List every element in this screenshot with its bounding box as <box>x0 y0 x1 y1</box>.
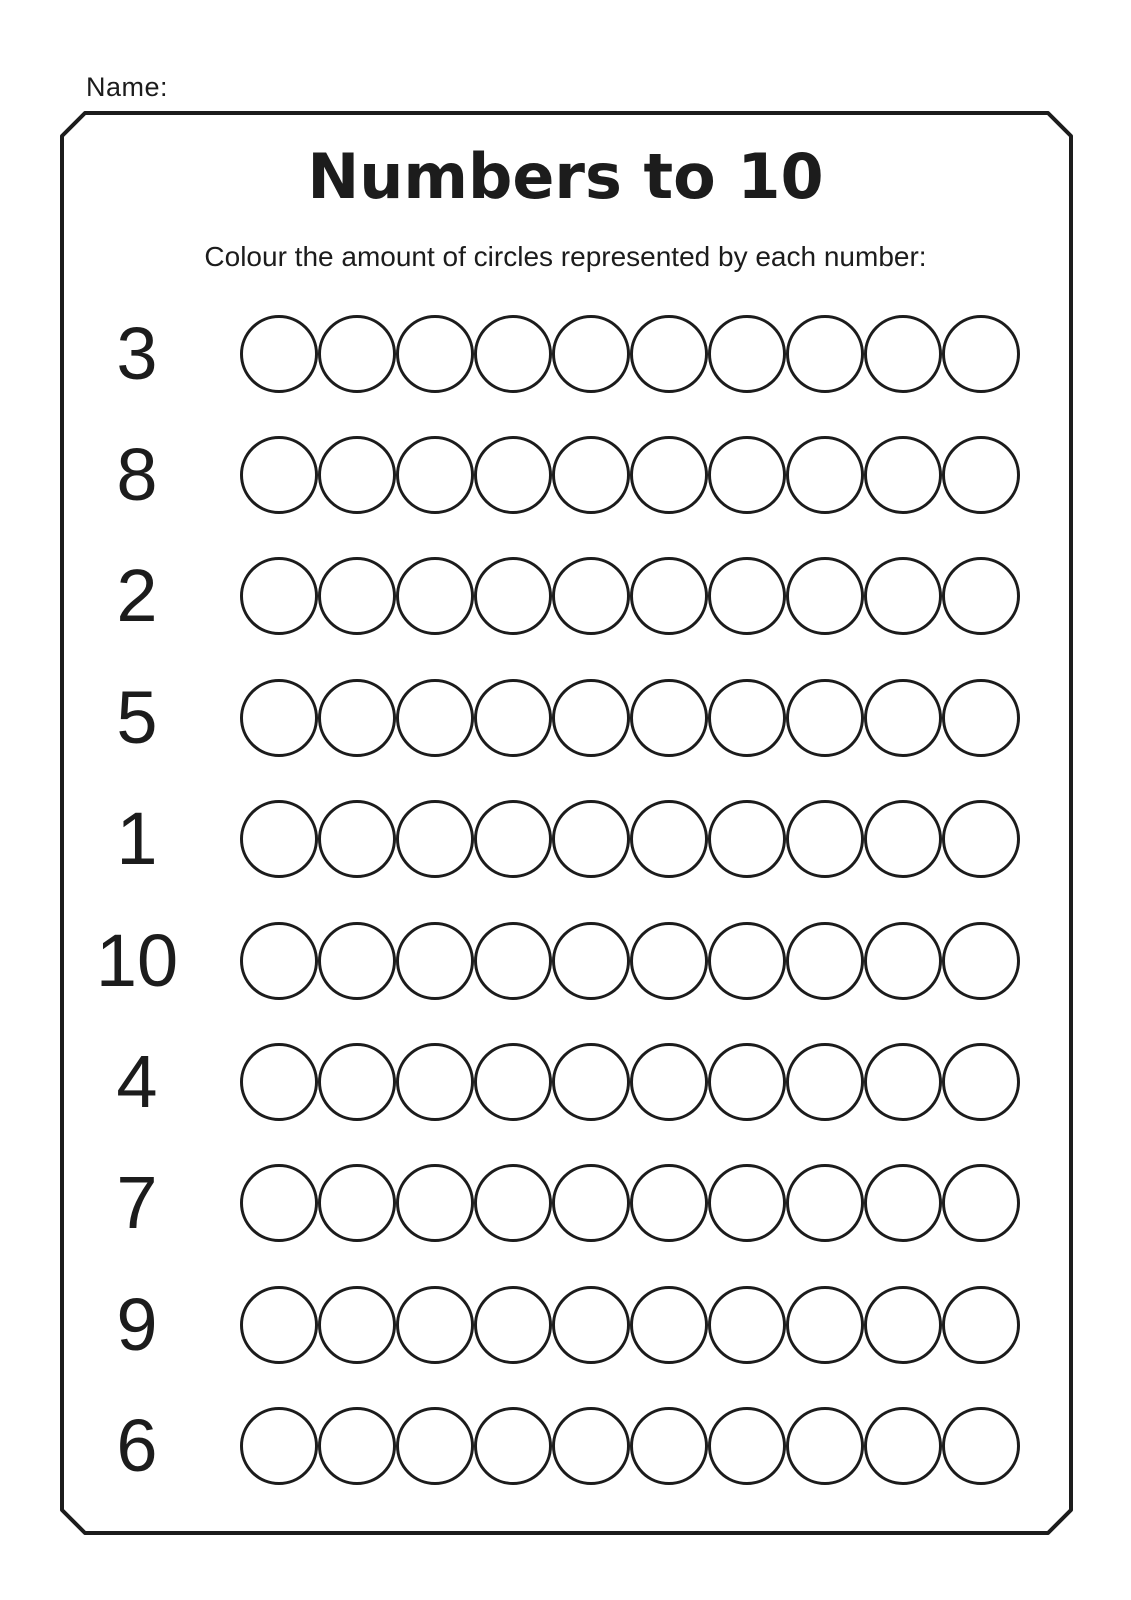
circle[interactable] <box>864 315 942 393</box>
circle[interactable] <box>864 1043 942 1121</box>
row-number: 4 <box>116 1040 158 1124</box>
circle[interactable] <box>474 315 552 393</box>
circle[interactable] <box>240 1407 318 1485</box>
worksheet-row <box>0 1264 1131 1385</box>
circle[interactable] <box>240 922 318 1000</box>
circle[interactable] <box>240 1164 318 1242</box>
circle[interactable] <box>786 800 864 878</box>
circle[interactable] <box>474 1407 552 1485</box>
circle[interactable] <box>630 922 708 1000</box>
circle[interactable] <box>786 922 864 1000</box>
circle[interactable] <box>240 1043 318 1121</box>
row-circles <box>240 315 1020 393</box>
circle[interactable] <box>396 436 474 514</box>
circle[interactable] <box>630 679 708 757</box>
circle[interactable] <box>864 679 942 757</box>
worksheet-row <box>0 536 1131 657</box>
circle[interactable] <box>396 679 474 757</box>
circle[interactable] <box>942 800 1020 878</box>
circle[interactable] <box>708 922 786 1000</box>
row-circles <box>240 436 1020 514</box>
circle[interactable] <box>630 436 708 514</box>
circle[interactable] <box>864 1407 942 1485</box>
circle[interactable] <box>786 436 864 514</box>
circle[interactable] <box>708 1164 786 1242</box>
circle[interactable] <box>864 557 942 635</box>
circle[interactable] <box>708 1407 786 1485</box>
circle[interactable] <box>864 800 942 878</box>
circle[interactable] <box>942 1286 1020 1364</box>
worksheet-row <box>0 1021 1131 1142</box>
circle[interactable] <box>318 679 396 757</box>
circle[interactable] <box>864 922 942 1000</box>
circle[interactable] <box>474 922 552 1000</box>
circle[interactable] <box>552 557 630 635</box>
circle[interactable] <box>552 1043 630 1121</box>
circle[interactable] <box>786 1286 864 1364</box>
circle[interactable] <box>396 1407 474 1485</box>
circle[interactable] <box>786 1407 864 1485</box>
worksheet-title: Numbers to 10 <box>307 140 824 213</box>
circle[interactable] <box>396 800 474 878</box>
rows <box>0 293 1131 1507</box>
circle[interactable] <box>552 1286 630 1364</box>
circle[interactable] <box>864 436 942 514</box>
circle[interactable] <box>942 315 1020 393</box>
circle[interactable] <box>396 1286 474 1364</box>
circle[interactable] <box>474 436 552 514</box>
circle[interactable] <box>630 1407 708 1485</box>
circle[interactable] <box>318 1286 396 1364</box>
circle[interactable] <box>318 1164 396 1242</box>
row-number: 7 <box>116 1161 158 1245</box>
circle[interactable] <box>552 679 630 757</box>
circle[interactable] <box>240 679 318 757</box>
row-circles <box>240 1407 1020 1485</box>
circle[interactable] <box>240 436 318 514</box>
circle[interactable] <box>942 1407 1020 1485</box>
row-number: 3 <box>116 311 158 395</box>
circle[interactable] <box>474 1043 552 1121</box>
circle[interactable] <box>474 557 552 635</box>
circle[interactable] <box>864 1286 942 1364</box>
circle[interactable] <box>786 1164 864 1242</box>
circle[interactable] <box>942 1043 1020 1121</box>
circle[interactable] <box>474 679 552 757</box>
circle[interactable] <box>708 1286 786 1364</box>
row-number: 6 <box>116 1404 158 1488</box>
row-circles <box>240 800 1020 878</box>
circle[interactable] <box>708 679 786 757</box>
circle[interactable] <box>630 1164 708 1242</box>
worksheet-row <box>0 1143 1131 1264</box>
row-number: 9 <box>116 1282 158 1366</box>
circle[interactable] <box>708 1043 786 1121</box>
circle[interactable] <box>942 1164 1020 1242</box>
circle[interactable] <box>240 557 318 635</box>
row-number: 10 <box>95 918 179 1002</box>
circle[interactable] <box>552 800 630 878</box>
circle[interactable] <box>786 1043 864 1121</box>
circle[interactable] <box>708 557 786 635</box>
circle[interactable] <box>942 557 1020 635</box>
circle[interactable] <box>552 922 630 1000</box>
circle[interactable] <box>318 557 396 635</box>
worksheet-instruction: Colour the amount of circles represented by each number: <box>204 241 927 272</box>
circle[interactable] <box>552 1407 630 1485</box>
circle[interactable] <box>396 315 474 393</box>
row-circles <box>240 1286 1020 1364</box>
circle[interactable] <box>240 315 318 393</box>
worksheet-row <box>0 657 1131 778</box>
circle[interactable] <box>630 1043 708 1121</box>
circle[interactable] <box>708 800 786 878</box>
worksheet-row <box>0 293 1131 414</box>
worksheet-row <box>0 1386 1131 1507</box>
circle[interactable] <box>318 922 396 1000</box>
name-label: Name: <box>86 72 169 102</box>
circle[interactable] <box>396 557 474 635</box>
circle[interactable] <box>864 1164 942 1242</box>
row-circles <box>240 1043 1020 1121</box>
circle[interactable] <box>786 315 864 393</box>
row-circles <box>240 1164 1020 1242</box>
row-number: 8 <box>116 433 158 517</box>
circle[interactable] <box>318 436 396 514</box>
row-circles <box>240 679 1020 757</box>
worksheet-row <box>0 414 1131 535</box>
circle[interactable] <box>942 679 1020 757</box>
circle[interactable] <box>630 1286 708 1364</box>
circle[interactable] <box>396 1164 474 1242</box>
circle[interactable] <box>630 557 708 635</box>
row-circles <box>240 557 1020 635</box>
circle[interactable] <box>474 1286 552 1364</box>
circle[interactable] <box>630 800 708 878</box>
circle[interactable] <box>552 1164 630 1242</box>
row-number: 1 <box>116 797 158 881</box>
circle[interactable] <box>318 800 396 878</box>
circle[interactable] <box>240 800 318 878</box>
circle[interactable] <box>240 1286 318 1364</box>
circle[interactable] <box>318 1043 396 1121</box>
circle[interactable] <box>318 315 396 393</box>
worksheet-row <box>0 779 1131 900</box>
circle[interactable] <box>552 315 630 393</box>
circle[interactable] <box>786 557 864 635</box>
row-circles <box>240 922 1020 1000</box>
worksheet-row <box>0 900 1131 1021</box>
circle[interactable] <box>708 436 786 514</box>
circle[interactable] <box>474 1164 552 1242</box>
row-number: 2 <box>116 554 158 638</box>
circle[interactable] <box>942 436 1020 514</box>
circle[interactable] <box>708 315 786 393</box>
row-number: 5 <box>116 675 158 759</box>
circle[interactable] <box>942 922 1020 1000</box>
circle[interactable] <box>396 922 474 1000</box>
circle[interactable] <box>630 315 708 393</box>
circle[interactable] <box>318 1407 396 1485</box>
circle[interactable] <box>396 1043 474 1121</box>
circle[interactable] <box>786 679 864 757</box>
circle[interactable] <box>552 436 630 514</box>
circle[interactable] <box>474 800 552 878</box>
